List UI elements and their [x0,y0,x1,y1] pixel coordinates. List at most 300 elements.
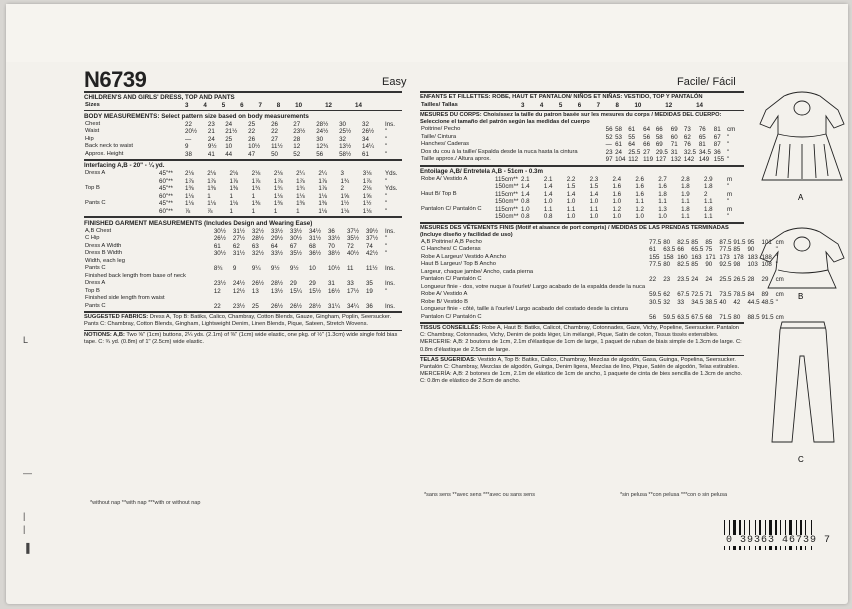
measurement-cell: 67 [289,242,297,250]
measurement-cell: 26½ [251,280,264,288]
measurement-cell: ⅞ [207,207,213,215]
measurement-cell: 1.1 [681,213,690,221]
illustration-label-c: C [798,455,804,464]
measurement-cell: 155 [713,156,725,164]
measurement-cell [270,258,289,266]
measurement-cell: 31 [327,280,335,288]
unit-cell: " [385,192,388,200]
measurement-cell [662,269,676,277]
interfacing-label-fr: Entoilage A,B/ Entretela A,B - 51cm - 0.3m [420,167,543,175]
measurement-cell [365,295,384,303]
measurement-cell: 1⅛ [273,192,283,200]
measurement-cell: 1.4 [521,183,530,191]
unit-cell: Ins. [385,120,395,128]
measurement-cell: 27 [643,148,651,156]
measurement-cell: 12½ [232,287,245,295]
size-cell: 7 [596,101,601,109]
measurement-cell: 74 [365,242,373,250]
measurement-cell: 2.2 [566,175,576,183]
measurement-cell: 26½ [270,302,283,310]
measurement-cell: 37½ [365,235,379,243]
measurement-cell: 0.8 [521,198,530,206]
measurement-cell [327,295,346,303]
fabric-width [579,156,605,164]
row-label: Haut B/ Top B [421,190,457,197]
measurement-cell [346,273,365,281]
row-label: Dress A [85,280,106,287]
measurement-cell [676,269,690,277]
measurement-cell: 92.5 [719,261,732,269]
measurement-cell: 25.5 [719,276,732,284]
measurement-cell [718,284,732,292]
measurement-cell: 32.5 [683,148,696,156]
measurement-cell: 52 [293,150,301,158]
unit-cell: " [385,207,388,215]
measurement-cell: 1½ [340,200,350,208]
measurement-cell: 24 [691,276,699,284]
table-row [84,288,402,296]
measurement-cell: 1.4 [521,190,530,198]
row-label: Dos du cou à la taille/ Espalda desde la nuca hasta la cintura [421,148,578,155]
measurement-cell: 63 [251,242,259,250]
measurement-cell [718,306,732,314]
measurement-cell [251,295,270,303]
measurement-cell: 1⅞ [296,177,305,185]
size-cell: 10 [295,101,303,109]
measurement-cell: 95 [747,238,755,246]
measurement-cell: 3⅛ [362,170,372,178]
measurement-cell: 1.1 [658,198,667,206]
measurement-cell: 1.8 [681,205,690,213]
measurement-cell: 30½ [213,227,226,235]
measurement-cell: 1.5 [589,183,599,191]
measurement-cell: 28 [747,276,755,284]
table-row [420,254,785,262]
measurement-cell: 173 [719,253,730,261]
unit-cell: cm [775,291,784,299]
measurement-cell: 85 [691,238,699,246]
measurement-cell: 11½ [365,265,378,273]
measurement-cell: 36 [713,148,721,156]
french-spanish-chart [420,90,784,385]
chart-title-fr: ENFANTS ET FILLETTES: ROBE, HAUT ET PANTALON/ NIÑOS ET NIÑAS: VESTIDO, TOP Y PANTALÓN [420,94,703,100]
row-label: Taille/ Cintura [421,133,457,140]
row-label: Robe A/ Vestido A [421,175,468,182]
fabric-width [187,235,213,243]
measurement-cell: 9¼ [251,265,261,273]
measurement-cell [289,295,308,303]
measurement-cell: 28½ [308,302,321,310]
fabric-width [158,136,184,144]
unit-cell: " [385,235,388,243]
measurement-cell: 32½ [251,250,264,258]
row-label: Dress A [85,170,106,177]
row-label: Pants C [85,302,106,309]
measurement-cell: 39½ [365,227,379,235]
unit-cell: m [727,175,733,183]
measurement-cell [232,258,251,266]
fabric-width [158,121,184,129]
measurement-cell: 1.2 [612,205,622,213]
measurement-cell: 44.5 [747,298,760,306]
measurement-cell: 36½ [308,250,321,258]
table-row [84,295,402,303]
table-row [420,261,785,269]
measurement-cell: 25 [251,302,259,310]
measurement-cell: 24 [705,276,713,284]
measurement-cell: 1.0 [612,213,622,221]
table-row [84,185,402,193]
measurement-cell: 26½ [362,128,375,136]
measurement-cell: 19 [365,287,373,295]
unit-cell: cm [775,238,784,246]
measurement-cell: 62 [663,291,671,299]
fabric-width: 150cm** [495,198,519,206]
measurement-cell [232,273,251,281]
fabric-width: 150cm** [495,213,519,221]
table-row [420,276,785,284]
measurement-cell: 1.1 [543,205,553,213]
fabric-width: 60"** [159,207,173,215]
measurement-cell: 13½ [339,143,352,151]
measurement-cell: 1.0 [566,198,576,206]
difficulty-level-en: Easy [382,76,407,88]
measurement-cell: 24 [225,120,233,128]
measurement-cell: 30.5 [649,298,662,306]
fabric-width: 45"** [159,200,173,208]
size-cell: 14 [696,101,703,109]
measurement-cell: 27 [293,120,301,128]
measurement-cell: 31 [670,148,678,156]
table-row [84,151,402,159]
row-label [84,178,158,186]
measurement-cell: 1⅞ [251,177,261,185]
row-label: Chest [85,120,101,127]
measurement-cell: 30 [339,120,346,128]
measurement-cell: 103 [747,261,758,269]
table-row [84,178,402,186]
unit-cell: m [727,205,733,213]
sizes-label: Tailles/ Tallas [421,101,458,108]
fabric-width: 115cm** [495,190,518,198]
measurement-cell: 66 [677,246,685,254]
measurement-cell [308,258,327,266]
measurement-cell: 34½ [308,227,321,235]
fabric-width [579,149,605,157]
measurement-cell [690,284,704,292]
measurement-cell: 48.5 [761,298,774,306]
measurement-cell: 1⅜ [229,185,239,193]
size-cell: 3 [185,101,189,109]
measurement-cell: 108 [761,261,772,269]
measurement-cell: 1 [296,207,300,215]
measurement-cell: 11½ [271,143,283,151]
measurement-cell [676,284,690,292]
measurement-cell: 1⅞ [185,177,194,185]
row-label: Largeur, chaque jambe/ Ancho, cada pierna [421,268,534,275]
measurement-cell: 28½ [316,120,329,128]
measurement-cell: 2.1 [521,175,530,183]
measurement-cell: 71 [705,291,713,299]
measurement-cell: 26½ [289,302,302,310]
measurement-cell: 32 [339,135,346,143]
size-cell: 12 [325,101,332,109]
measurement-cell: 80 [663,238,671,246]
row-label [84,208,158,216]
fabric-width [579,134,605,142]
fabric-width: 115cm** [495,205,518,213]
measurement-cell: 1.0 [612,198,622,206]
table-row [420,191,744,199]
illustration-label-a: A [798,193,804,202]
fabric-width [187,228,213,236]
pattern-envelope-back [6,4,848,604]
measurement-cell [289,258,308,266]
row-label: Width, each leg [85,257,125,264]
measurement-cell [704,284,718,292]
measurement-cell: 77.5 [649,238,662,246]
measurement-cell [690,306,704,314]
measurement-cell: 155 [649,253,660,261]
measurement-cell: 158 [663,253,674,261]
measurement-cell: 1.1 [704,198,713,206]
measurement-cell [270,273,289,281]
measurement-cell: 11 [346,265,354,273]
measurement-cell: 25½ [339,128,352,136]
row-label: Poitrine/ Pecho [421,126,461,133]
measurement-cell: 31½ [232,250,245,258]
measurement-cell [289,273,308,281]
measurement-cell: 26 [271,120,278,128]
measurement-cell: 65 [698,133,706,141]
row-label: Dress A Width [85,242,122,249]
measurement-cell [308,295,327,303]
measurement-cell: 87.5 [719,238,732,246]
measurement-cell [704,306,718,314]
measurement-cell [346,258,365,266]
measurement-cell: 104 [615,156,626,164]
unit-cell: " [727,198,730,206]
unit-cell [384,273,402,281]
measurement-cell: 2.4 [612,175,622,183]
measurement-cell: 31½ [308,235,321,243]
measurement-cell: 14¼ [362,143,375,151]
measurement-cell: 89 [761,291,769,299]
difficulty-level-fr: Facile/ Fácil [677,76,736,88]
table-row [84,235,402,243]
measurement-cell: 0.8 [521,213,530,221]
finished-measurements-title-fr: MESURES DES VÊTEMENTS FINIS (Motif et aisance de port compris) / MEDIDAS DE LAS PRENDAS TERMINADAS (Incluye diseño y facilidad de uso) [420,224,729,238]
measurement-cell: 34.5 [698,148,711,156]
measurement-cell: 9 [232,265,237,273]
measurement-cell: 2.9 [704,175,713,183]
row-label: A,B Poitrine/ A,B Pecho [421,238,482,245]
measurement-cell: 33 [346,280,354,288]
measurement-cell: 1⅜ [251,200,261,208]
measurement-cell: 112 [628,156,639,164]
measurement-cell: 10½ [327,265,340,273]
measurement-cell [732,269,746,277]
measurement-cell: 1⅞ [207,177,216,185]
fabric-width [187,243,213,251]
measurement-cell: 1.1 [704,213,713,221]
size-cell: 4 [539,101,544,109]
measurement-cell: 1.5 [566,183,576,191]
table-row [84,280,402,288]
measurement-cell: 160 [677,253,688,261]
measurement-cell: 35½ [289,250,302,258]
measurement-cell: 32 [362,120,369,128]
measurement-cell: 61 [362,150,369,158]
measurement-cell [213,295,232,303]
unit-cell: " [775,246,778,254]
barcode-number: 0 39363 46739 7 [726,535,832,546]
size-cell: 8 [615,101,619,109]
size-cell: 8 [276,101,281,109]
measurement-cell: 29 [289,280,297,288]
measurement-cell: 25.5 [628,148,641,156]
measurement-cell: 23 [605,148,613,156]
measurement-cell: 1.0 [543,198,553,206]
unit-cell: " [385,128,388,136]
measurement-cell: 2⅛ [273,170,283,178]
table-row [84,170,402,178]
measurement-cell: 33 [677,298,685,306]
measurement-cell: 77.5 [719,246,732,254]
measurement-cell: 35½ [346,235,360,243]
row-label: Pantalon C/ Pantalón C [421,276,482,283]
measurement-cell: 23½ [232,302,245,310]
measurement-cell: 67.5 [691,313,704,321]
measurement-cell: 2⅛ [229,170,239,178]
measurement-cell: 30 [316,135,324,143]
unit-cell: m [727,190,733,198]
measurement-cell: 1⅞ [318,185,327,193]
sizes-row-fr [420,102,744,110]
nap-footnote: *without nap **with nap ***with or without nap [90,500,201,506]
measurement-cell: 15¼ [289,287,302,295]
measurement-cell: 1.2 [635,205,644,213]
unit-cell [384,258,402,266]
interfacing-label: Interfacing A,B - 20" - ¼ yd. [84,162,165,170]
finished-measurements-table [84,228,402,311]
measurement-cell: 127 [655,156,667,164]
measurement-cell: 15½ [308,287,321,295]
measurement-cell: 13 [251,287,259,295]
measurement-cell: 41 [207,150,215,158]
measurement-cell: 27½ [232,235,245,243]
size-cell: 12 [665,101,673,109]
fabric-width [579,126,605,134]
measurement-cell: 26.5 [733,276,746,284]
row-label: Pants C [85,265,106,272]
measurement-cell: 76 [683,141,691,149]
measurement-cell: 1⅜ [318,200,327,208]
table-row [84,136,402,144]
measurement-cell: 1¾ [340,177,350,185]
fabric-width: 45"** [159,170,173,178]
measurement-cell: 1⅞ [273,177,283,185]
measurement-cell: 27 [271,135,278,143]
measurement-cell: 1¾ [296,185,305,193]
measurement-cell: 85 [705,238,713,246]
unit-cell: " [385,143,388,151]
measurement-cell: 69 [670,126,678,134]
measurement-cell: 2 [340,185,344,193]
measurement-cell: 26 [248,135,256,143]
measurement-cell: 72.5 [691,291,704,299]
nap-footnote-fr: *sans sens **avec sens ***avec ou sans sens [424,492,535,498]
measurement-cell: 77.5 [649,261,662,269]
measurement-cell: 1⅜ [185,185,194,193]
edge-marks: L — | | ▐ [23,335,32,553]
measurement-cell: 1.6 [612,190,622,198]
measurement-cell: 1⅛ [318,207,327,215]
pattern-code: N6739 [84,67,147,92]
measurement-cell: 2.6 [635,175,644,183]
measurement-cell: 33½ [327,235,340,243]
unit-cell: Ins. [385,227,395,235]
table-row [84,200,402,208]
measurement-cell: 40½ [346,250,360,258]
measurement-cell: 3 [340,170,344,178]
measurement-cell: 69 [655,141,663,149]
measurement-cell: 56 [649,313,657,321]
fabric-width [158,143,184,151]
row-label: Pantalon C/ Pantalón C [421,205,482,212]
unit-cell: cm [727,126,736,134]
measurement-cell: 61 [649,246,657,254]
measurement-cell: 29 [308,280,316,288]
measurement-cell: 75 [705,246,713,254]
row-label: C Hip [85,235,100,242]
suggested-fabrics-fr: TISSUS CONSEILLÉS: Robe A, Haut B: Batiks, Calicot, Chambray, Cotonnades, Gaze, Vichy, Popeline, Seersucker. Pantalon C: Chambray, Cotonnades, Vichy, Denim de poids léger, Lin mélangé, Pique, Satin de coton, Tissus tissés extensibles. MERCERIE: A,B: 2 boutons de 1cm, 2.1m d'élastique de 1cm de large, 1 paquet de ruban de biais simple de 1.3cm de large. C: 0.8m d'élastique de 2.5cm de large. [420,325,742,353]
measurement-cell: 58 [615,126,622,134]
table-row [420,149,744,157]
measurement-cell [648,306,662,314]
measurement-cell: 32½ [251,227,264,235]
row-label: Haut B Largeur/ Top B Ancho [421,261,496,268]
measurement-cell: 2¼ [318,170,327,178]
row-label: Waist [85,128,100,135]
fabric-width [187,295,213,303]
measurement-cell [732,306,746,314]
measurement-cell: 1.1 [566,205,576,213]
table-row [84,193,402,201]
table-row [420,291,785,299]
measurement-cell: 81 [698,141,706,149]
measurement-cell: 78.5 [733,291,746,299]
measurement-cell: 2¼ [296,170,305,178]
unit-cell: " [727,133,730,141]
measurement-cell: 23½ [293,128,306,136]
measurement-cell: 63.5 [677,313,690,321]
measurement-cell: 2⅛ [251,170,261,178]
measurement-cell [270,295,289,303]
table-row [84,258,402,266]
measurement-cell: 37½ [346,227,360,235]
measurement-cell: 1.6 [612,183,622,191]
measurement-cell: 1 [251,207,256,215]
unit-cell: cm [775,276,784,284]
measurement-cell: 38 [185,150,192,158]
measurement-cell [365,273,384,281]
row-label: Pants C [85,200,106,207]
table-row [420,284,785,292]
measurement-cell: 80 [733,313,741,321]
table-row [84,303,402,311]
unit-cell: " [727,156,730,164]
